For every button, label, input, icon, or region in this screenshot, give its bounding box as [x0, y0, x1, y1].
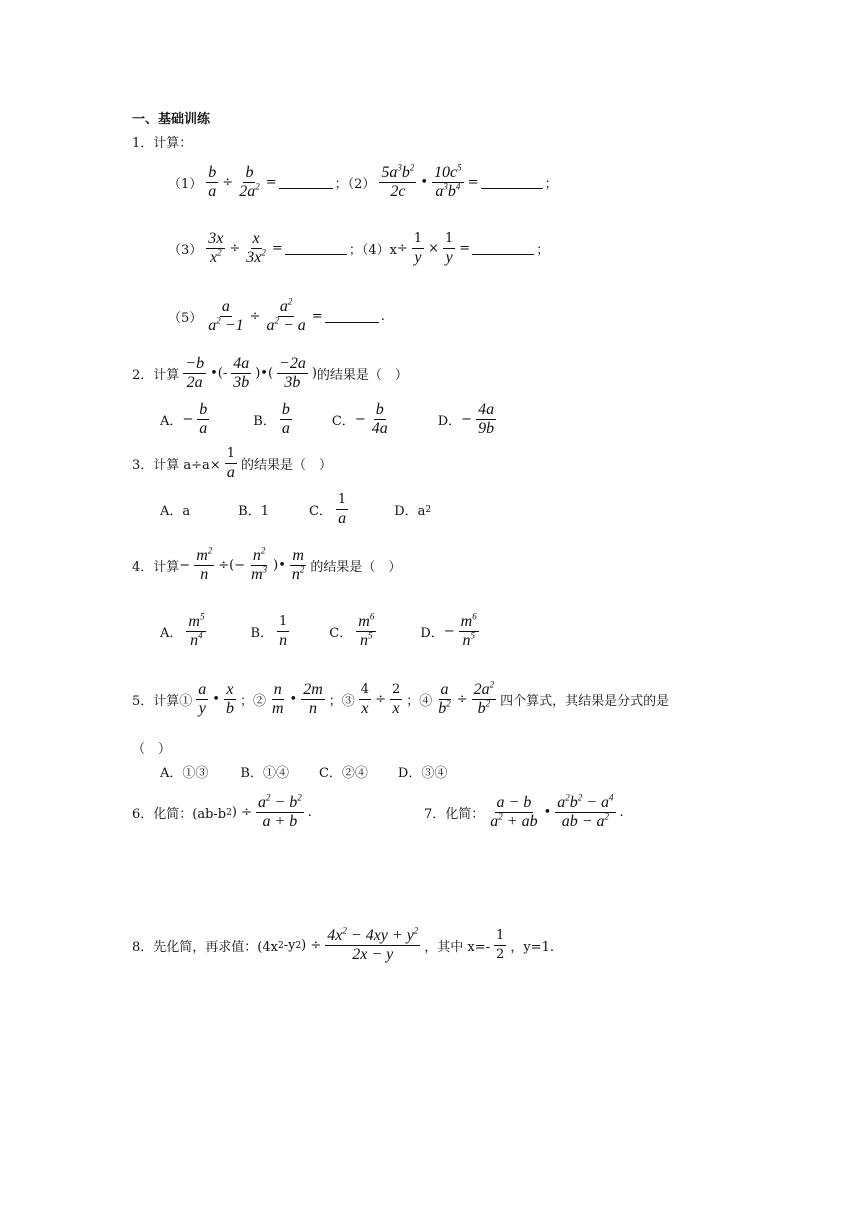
section-title: 一、基础训练: [132, 112, 211, 127]
q3-options: A．a B．1 C． $\frac{1}{a}$ D．a 2: [160, 492, 432, 527]
fraction: $\frac{1}{a}$: [226, 446, 235, 481]
fraction: $\frac{x}{3x^2}$: [246, 230, 266, 266]
q3-stem: 3．计算 a÷a× $\frac{1}{a}$ 的结果是（ ）: [132, 446, 332, 481]
fraction: $\frac{1}{y}$: [445, 231, 454, 266]
fraction: $\frac{b}{2a^2}$: [239, 164, 260, 200]
q5-options: A．①③ B．①④ C．②④ D．③④: [160, 766, 448, 781]
fraction: $\frac{-2a}{3b}$: [279, 355, 306, 391]
q6: 6．化简：(ab-b 2 ) ÷ $\frac{a^2 - b^2}{a + b}$ .: [132, 792, 312, 830]
q7: 7．化简： $\frac{a - b}{a^2 + ab}$ • $\frac{a^2b^2 - a^4}{ab - a^2}$ .: [424, 792, 624, 830]
q5-stem: 5．计算① $\frac{a}{y}$ • $\frac{x}{b}$ ；② $\frac{n}{m}$ • $\frac{2m}{n}$ ；③ $\frac{4}{x}$ ÷ $\frac{2}{x}$ ；④ $\frac{a}{b^2}$ ÷ $\frac{2a^2}{b^2}$ 四个算式，其结果是分式的是: [132, 679, 670, 717]
fraction: $\frac{3x}{x^2}$: [208, 230, 224, 266]
fraction: $\frac{4a}{3b}$: [233, 355, 250, 391]
fraction: $\frac{10c^5}{a^3b^4}$: [434, 162, 462, 200]
fraction: $\frac{m^2}{n}$: [196, 545, 213, 583]
q2-options: A． − $\frac{b}{a}$ B． $\frac{b}{a}$ C． − $\frac{b}{4a}$ D． − $\frac{4a}{9b}$: [160, 401, 495, 437]
fraction: $\frac{b}{a}$: [208, 164, 217, 200]
q5-paren: （ ）: [132, 742, 172, 757]
q1-row-1: （1） $\frac{b}{a}$ ÷ $\frac{b}{2a^2}$ = ；（2） $\frac{5a^3b^2}{2c}$ • $\frac{10c^5}{a^3b^4}$ = ；: [168, 162, 558, 200]
q1-row-3: （5） $\frac{a}{a^2 -1}$ ÷ $\frac{a^2}{a^2 - a}$ = .: [168, 296, 385, 334]
q4-options: A． $\frac{m^5}{n^4}$ B． $\frac{1}{n}$ C． $\frac{m^6}{n^5}$ D． − $\frac{m^6}{n^5}$: [160, 611, 477, 649]
fraction: $\frac{n^2}{m^3}$: [251, 545, 268, 583]
q2-stem: 2．计算 $\frac{-b}{2a}$ •(- $\frac{4a}{3b}$ )•( $\frac{-2a}{3b}$ ) 的结果是（ ）: [132, 355, 408, 391]
fraction: $\frac{a}{a^2 -1}$: [208, 298, 244, 334]
fraction: $\frac{-b}{2a}$: [185, 355, 205, 391]
q4-stem: 4．计算 − $\frac{m^2}{n}$ ÷(− $\frac{n^2}{m^3}$ )• $\frac{m}{n^2}$ 的结果是（ ）: [132, 545, 402, 583]
fraction: $\frac{a^2}{a^2 - a}$: [266, 296, 306, 334]
q8: 8．先化简，再求值：(4x 2 -y 2 ) ÷ $\frac{4x^2 - 4xy + y^2}{2x - y}$ ，其中 x=- $\frac{1}{2}$ ，y=1.: [132, 925, 554, 963]
fraction: $\frac{5a^3b^2}{2c}$: [381, 162, 415, 200]
q1-row-2: （3） $\frac{3x}{x^2}$ ÷ $\frac{x}{3x^2}$ = ；（4）x ÷ $\frac{1}{y}$ × $\frac{1}{y}$ = ；: [168, 230, 550, 266]
q1-stem: 1．计算：: [132, 136, 193, 151]
fraction: $\frac{m}{n^2}$: [291, 547, 305, 583]
fraction: $\frac{1}{y}$: [413, 231, 423, 266]
